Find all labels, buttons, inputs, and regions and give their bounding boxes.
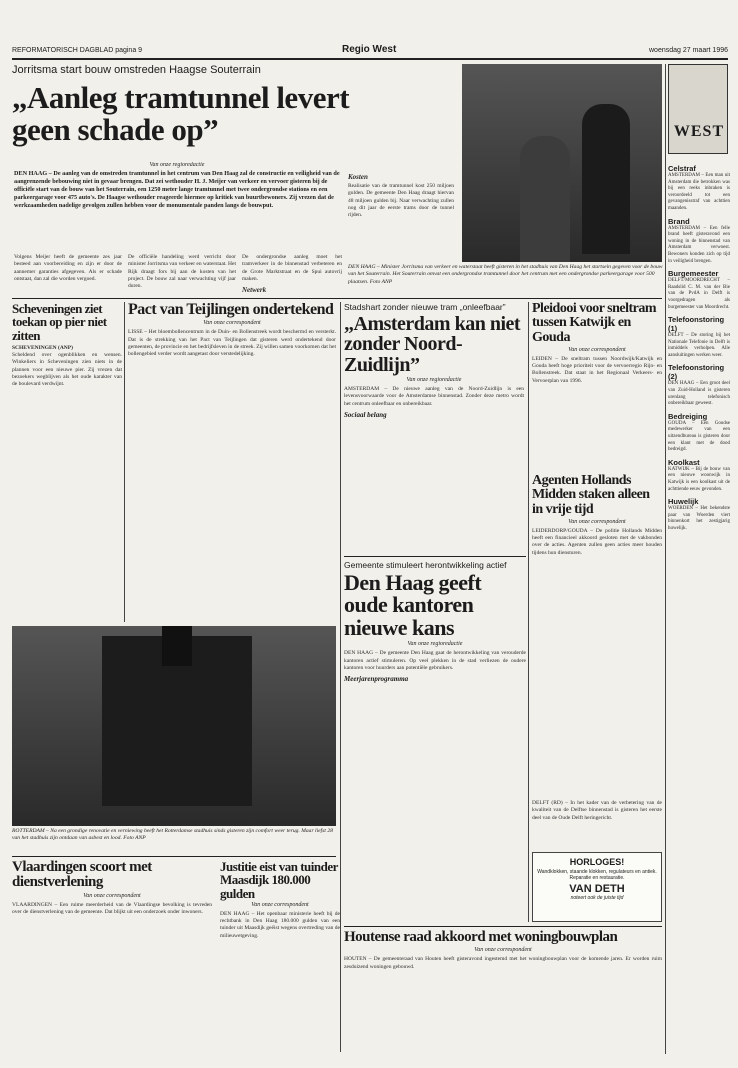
teijlingen-byline: Van onze correspondent — [203, 320, 261, 327]
sidebar-brief — [668, 458, 730, 493]
houtense-headline: Houtense raad akkoord met woningbouwplan — [344, 930, 618, 945]
photo-figure-left — [582, 104, 630, 254]
stadshart-subhead: Sociaal belang — [344, 410, 387, 419]
pleidooi-byline: Van onze correspondent — [568, 346, 626, 353]
col-rule-b — [340, 302, 341, 1052]
top-photo-credit: Foto ANP — [369, 278, 393, 285]
justitie-headline: Justitie eist van tuinder Maasdijk 180.000 gulden — [220, 860, 338, 901]
sidebar-brief-title: Huwelijk — [668, 497, 699, 507]
lead-col-1-text: Volgens Meijer heeft de gemeente zes jaar besteed aan voorbereiding en zijn er door de aannemer garanties afgegeven. Als er schade ontstaat, dan zal die worden vergoed. — [14, 254, 122, 282]
sidebar-brief-text: DELFT – De storing bij het Nationale Telefonie in Delft is inmiddels verholpen. Alle aansluitingen werken weer. — [668, 333, 730, 358]
col-rule-sidebar — [665, 64, 666, 1054]
scheveningen-dateline: SCHEVENINGEN (ANP) — [12, 344, 73, 351]
sidebar-brief-text: KATWIJK – Bij de bouw van een nieuwe woonwijk in Katwijk is een koolkast uit de achttiende eeuw gevonden. — [668, 466, 730, 492]
regio-logo-box — [668, 64, 728, 154]
stadshart-text: AMSTERDAM – De nieuwe aanleg van de Noord-Zuidlijn is een levensvoorwaarde voor de Amsterdamse binnenstad. Zonder deze metro wordt het centrum onleefbaar en onbereikbaar. — [344, 386, 524, 407]
agenten-article — [532, 474, 662, 624]
gemeente-subhead: Meerjarenprogramma — [344, 675, 409, 684]
houtense-byline: Van onze correspondent — [474, 947, 532, 954]
divider-2 — [344, 556, 526, 557]
divider-4 — [344, 926, 662, 927]
sidebar-brief-title: Bedreiging — [668, 411, 708, 421]
stadshart-kicker: Stadshart zonder nieuwe tram „onleefbaar” — [344, 302, 506, 312]
lead-subhead-kosten: Kosten — [348, 173, 368, 181]
vlaardingen-headline: Vlaardingen scoort met dienstverlening — [12, 860, 152, 891]
photo-tower — [162, 626, 192, 666]
agenten-byline: Van onze correspondent — [568, 518, 626, 525]
section-title: Regio West — [342, 44, 397, 55]
sidebar-brief — [668, 412, 730, 454]
sidebar-brief-text: DELFT/MOORDRECHT – Raadslid C. M. van der Bie van de PvdA in Delft is voorgedragen als burgemeester van Moordrecht. — [668, 278, 730, 310]
scheveningen-article — [12, 302, 122, 622]
pleidooi-text: LEIDEN – De sneltram tussen Noordwijk/Katwijk en Gouda heeft hoge prioriteit voor de vervoerregio Rijn- en Bollenstreek. Dat staat in het Regionaal Verkeers- en Vervoerplan van 1996. — [532, 355, 662, 384]
lead-headline: „Aanleg tramtunnel levert geen schade op” — [12, 82, 350, 147]
page-date: woensdag 27 maart 1996 — [649, 47, 728, 54]
sidebar-brief-title: Celstraf — [668, 164, 696, 173]
stadshart-byline: Van onze regioredactie — [406, 377, 462, 384]
top-photo-jorritsma — [462, 64, 662, 262]
agenten-headline: Agenten Hollands Midden staken alleen in vrije tijd — [532, 474, 650, 517]
ad-subtitle: noteert ook de juiste tijd — [570, 895, 624, 901]
page-header — [12, 38, 728, 60]
regio-logo-text: WEST — [673, 123, 725, 140]
lead-col-2-text: De officiële handeling werd verricht door minister Jorritsma van verkeer en waterstaat. Het Rijk draagt fors bij aan de kosten van het project. De bouw zal naar verwachting vijf jaar duren. — [128, 254, 236, 289]
lead-subhead-netwerk: Netwerk — [242, 286, 267, 294]
ad-brand: VAN DETH — [569, 883, 625, 895]
divider-3 — [12, 856, 336, 857]
gemeente-byline: Van onze regioredactie — [407, 641, 463, 648]
lead-col-3-text: De ondergrondse aanleg moet het tramverkeer in de binnenstad verbeteren en de Grote Marktstraat en de Spui autovrij maken. — [242, 254, 342, 282]
sidebar-brief — [668, 217, 730, 266]
houtense-article — [344, 930, 662, 1056]
lead-byline: Van onze regioredactie — [149, 162, 205, 168]
vlaardingen-byline: Van onze correspondent — [83, 892, 141, 899]
justitie-article — [220, 860, 340, 1056]
ad-body: Wandklokken, staande klokken, regulateurs en antiek. Reparatie en restauratie. — [537, 869, 657, 881]
stadshart-headline: „Amsterdam kan niet zonder Noord-Zuidlijn” — [344, 313, 521, 376]
bottom-photo-caption-text: ROTTERDAM – Na een grondige renovatie en verniewing heeft het Rotterdamse stadhuis sinds gisteren zijn comfort weer terug. Maar liefst 28 van het stadhuis zijn ontdaan van asbest en lood. — [12, 828, 333, 842]
pleidooi-headline: Pleidooi voor sneltram tussen Katwijk en Gouda — [532, 302, 657, 345]
sidebar-brief — [668, 363, 730, 407]
justitie-byline: Van onze correspondent — [251, 901, 309, 908]
sidebar-brief-text: WOERDEN – Het bekendste paar van Woerden viert binnenkort het zestigjarig huwelijk. — [668, 506, 730, 531]
divider-1 — [12, 298, 662, 299]
teijlingen-text: LISSE – Het bloembollencentrum in de Duin- en Bollenstreek wordt beschermd en versterkt. Dat is de strekking van het Pact van Teijlingen dat gisteren werd ondertekend door gemeenten, de provincie en het bedrijfsleven in de streek. Zij willen samen voorkomen dat het bollengebied verder wordt aangetast door verstedelijking. — [128, 329, 336, 358]
sidebar-brief-text: AMSTERDAM – Een man uit Amsterdam die betrokken was bij een reeks inbraken is veroordeeld tot een gevangenisstraf van achttien maanden. — [668, 173, 730, 211]
bottom-photo-credit: Foto ANP — [123, 835, 146, 842]
top-photo-caption — [348, 264, 664, 294]
delft-brief: DELFT (RD) – In het kader van de verbetering van de kwaliteit van de Delftse binnenstad is gisteren het eerste deel van de Oude Delft heringericht. — [532, 800, 662, 821]
paper-name: REFORMATORISCH DAGBLAD pagina 9 — [12, 47, 143, 54]
sidebar-brief-title: Brand — [668, 216, 690, 226]
sidebar-brief — [668, 164, 730, 213]
gemeente-text: DEN HAAG – De gemeente Den Haag gaat de herontwikkeling van verouderde kantoren actief stimuleren. Op veel plekken in de stad verliezen de oudere kantoren voor huurders aan potentiële gebruikers. — [344, 650, 526, 671]
bottom-photo-caption — [12, 828, 336, 854]
pleidooi-article — [532, 302, 662, 472]
top-photo-caption-text: DEN HAAG – Minister Jorritsma van verkeer en waterstaat heeft gisteren in het stadhuis van Den Haag het startsein gegeven voor de bouw van het Souterrain. Het Souterrain omvat een ondergrondse tramtunnel door het centrum met een ondergrondse parkeergarage voor 500 plaatsen. — [348, 264, 663, 285]
horloges-ad — [532, 852, 662, 922]
news-brief-sidebar — [668, 160, 730, 1050]
col-rule-c — [528, 302, 529, 922]
justitie-text: DEN HAAG – Het openbaar ministerie heeft bij de rechtbank in Den Haag 180.000 gulden van een tuinder uit Maasdijk geëist wegens overtreding van de milieuwetgeving. — [220, 910, 340, 939]
sidebar-brief-text: AMSTERDAM – Een felle brand heeft gisteravond een woning in de binnenstad van Amsterdam verwoest. Bewoners konden zich op tijd in veiligheid brengen. — [668, 225, 730, 264]
lead-kicker: Jorritsma start bouw omstreden Haagse Souterrain — [12, 64, 261, 76]
gemeente-kicker: Gemeente stimuleert herontwikkeling actief — [344, 560, 507, 570]
stadshart-article — [344, 302, 524, 552]
teijlingen-headline: Pact van Teijlingen ondertekend — [128, 302, 334, 318]
bottom-photo-rotterdam — [12, 626, 336, 826]
teijlingen-article — [128, 302, 336, 622]
vlaardingen-text: VLAARDINGEN – Een ruime meerderheid van de Vlaardingse bevolking is tevreden over de dienstverlening van de gemeente. Dat blijkt uit een onderzoek onder inwoners. — [12, 901, 212, 915]
sidebar-brief — [668, 497, 730, 532]
lead-col-4-text: Realisatie van de tramtunnel kost 250 miljoen gulden. De gemeente Den Haag draagt hiervan 48 miljoen gulden bij. Naar verwachting zullen nog dit jaar de eerste trams door de tunnel rijden. — [348, 183, 454, 219]
sidebar-brief — [668, 269, 730, 311]
houtense-text: HOUTEN – De gemeenteraad van Houten heeft gisteravond ingestemd met het woningbouwplan voor de komende jaren. Er worden ruim zesduizend woningen gebouwd. — [344, 956, 662, 970]
sidebar-brief-text: DEN HAAG – Een groot deel van Zuid-Holland is gisteren urenlang telefonisch onbereikbaar geweest. — [668, 381, 730, 407]
agenten-text: LEIDERDORP/GOUDA – De politie Hollands Midden heeft een financieel akkoord gesloten met de vakbonden over de acties. Agenten zullen geen acties meer houden tijdens hun diensturen. — [532, 527, 662, 556]
vlaardingen-article — [12, 860, 212, 1056]
sidebar-brief — [668, 315, 730, 359]
lead-intro: DEN HAAG – De aanleg van de omstreden tramtunnel in het centrum van Den Haag zal de constructie en veiligheid van de aangrenzende bebouwing niet in gevaar brengen. Dat zei wethouder H. J. Meijer van verkeer en vervoer gisteren bij de officiële start van de bouw van het Souterrain, een 1250 meter lange tramtunnel met twee ondergrondse stations en een parkeergarage voor 475 auto's. De Haagse wethouder reageerde hiermee op kritiek van buurtbewoners. Zij vrezen dat de werkzaamheden nadelige gevolgen zullen hebben voor de monumentale panden langs de bouwput. — [14, 170, 340, 210]
ad-title: HORLOGES! — [569, 857, 625, 867]
col-rule-a — [124, 302, 125, 622]
sidebar-brief-title: Telefoonstoring (2) — [668, 363, 725, 382]
scheveningen-headline: Scheveningen ziet toekan op pier niet zitten — [12, 302, 107, 343]
sidebar-brief-text: GOUDA – Een Goudse medewerker van een uitzendbureau is gisteren door een klant met de dood bedreigd. — [668, 420, 730, 453]
sidebar-brief-title: Koolkast — [668, 457, 700, 467]
scheveningen-text: Scheldend over ogenblikken en wensen. Winkeliers in Scheveningen zien niets in de plannen voor een nieuwe pier. Zij vrezen dat bezoekers wegblijven als het oude karakter van de boulevard verdwijnt. — [12, 352, 122, 387]
gemeente-article — [344, 560, 526, 890]
sidebar-brief-title: Burgemeester — [668, 269, 719, 279]
photo-figure-right — [520, 136, 570, 262]
sidebar-brief-title: Telefoonstoring (1) — [668, 315, 725, 334]
gemeente-headline: Den Haag geeft oude kantoren nieuwe kans — [344, 570, 482, 640]
